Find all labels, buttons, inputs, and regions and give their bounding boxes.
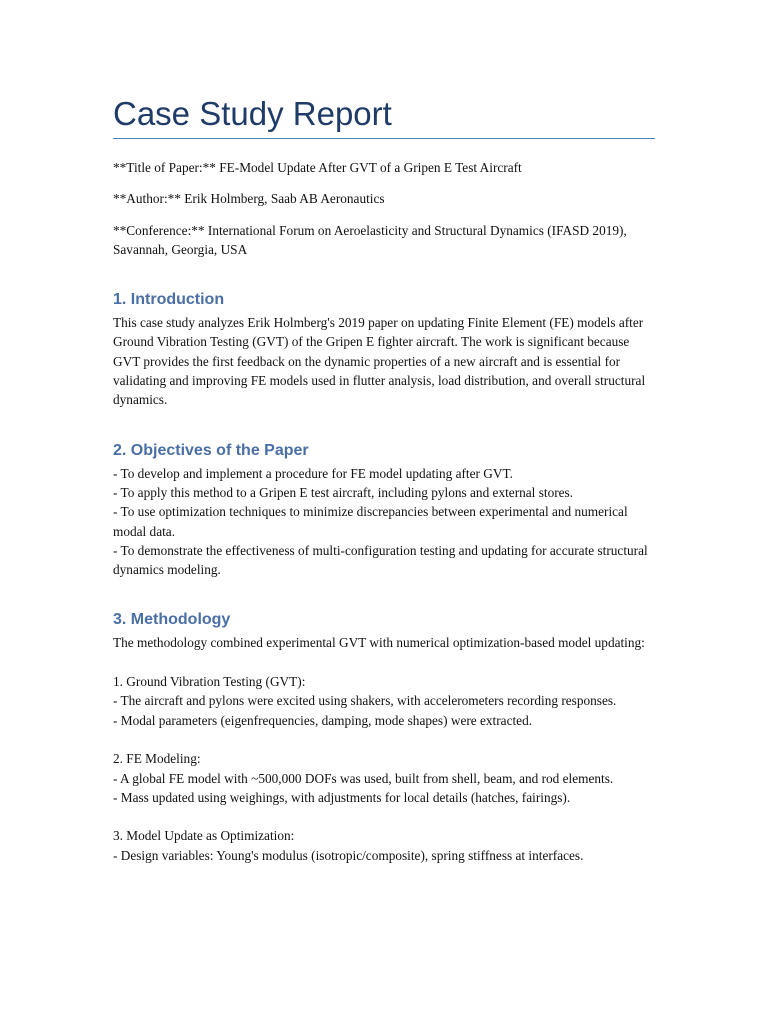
section-heading-introduction: 1. Introduction bbox=[113, 291, 225, 309]
methodology-step-title: 1. Ground Vibration Testing (GVT): bbox=[113, 674, 306, 690]
objective-item: - To apply this method to a Gripen E test aircraft, including pylons and external stores. bbox=[113, 484, 574, 500]
title-underline bbox=[113, 138, 655, 139]
meta-paper-title: **Title of Paper:** FE-Model Update After GVT of a Gripen E Test Aircraft bbox=[113, 160, 522, 175]
section-heading-methodology: 3. Methodology bbox=[113, 611, 231, 629]
methodology-step-title: 2. FE Modeling: bbox=[113, 751, 201, 767]
paragraph-spacer bbox=[113, 653, 658, 672]
introduction-paragraph: This case study analyzes Erik Holmberg's 2019 paper on updating Finite Element (FE) models after Ground Vibration Testing (GVT) of the Gripen E fighter aircraft. The work is significant because GVT provides the first feedback on the dynamic properties of a new aircraft and is essential for validating and improving FE models used in flutter analysis, load distribution, and overall structural dynamics. bbox=[113, 315, 646, 408]
paragraph-spacer bbox=[113, 807, 658, 826]
methodology-step-title: 3. Model Update as Optimization: bbox=[113, 828, 295, 844]
methodology-step-line: - A global FE model with ~500,000 DOFs was used, built from shell, beam, and rod elements. bbox=[113, 770, 614, 786]
methodology-step-line: - Design variables: Young's modulus (isotropic/composite), spring stiffness at interfaces. bbox=[113, 847, 584, 863]
objective-item: - To demonstrate the effectiveness of multi-configuration testing and updating for accurate structural dynamics modeling. bbox=[113, 542, 648, 578]
methodology-intro: The methodology combined experimental GVT with numerical optimization-based model updating: bbox=[113, 635, 645, 651]
methodology-step-line: - The aircraft and pylons were excited using shakers, with accelerometers recording responses. bbox=[113, 693, 617, 709]
methodology-step-line: - Modal parameters (eigenfrequencies, damping, mode shapes) were extracted. bbox=[113, 712, 533, 728]
section-heading-objectives: 2. Objectives of the Paper bbox=[113, 441, 309, 459]
meta-author: **Author:** Erik Holmberg, Saab AB Aeronautics bbox=[113, 191, 385, 207]
meta-conference: **Conference:** International Forum on Aeroelasticity and Structural Dynamics (IFASD 2019), Savannah, Georgia, USA bbox=[113, 222, 627, 257]
document-title: Case Study Report bbox=[113, 95, 392, 132]
objective-item: - To use optimization techniques to minimize discrepancies between experimental and numerical modal data. bbox=[113, 504, 628, 539]
document-body bbox=[113, 158, 658, 865]
paragraph-spacer bbox=[113, 730, 658, 749]
objective-item: - To develop and implement a procedure for FE model updating after GVT. bbox=[113, 465, 513, 481]
methodology-step-line: - Mass updated using weighings, with adjustments for local details (hatches, fairings). bbox=[113, 789, 571, 805]
